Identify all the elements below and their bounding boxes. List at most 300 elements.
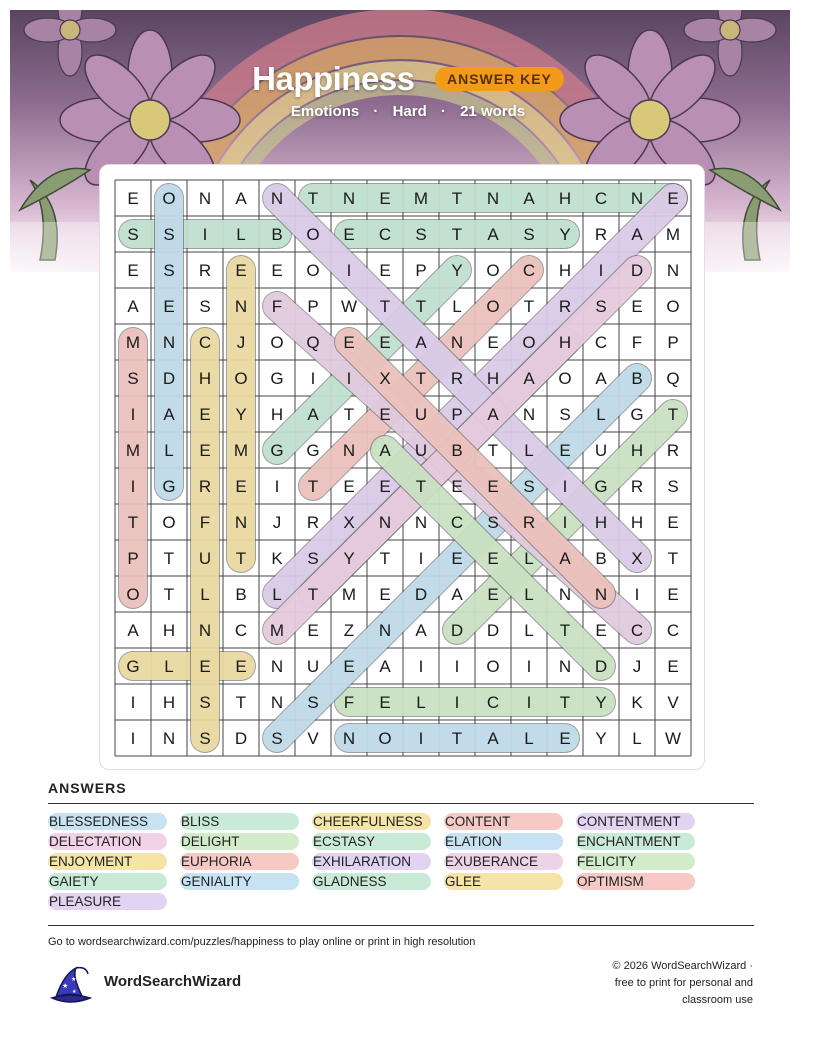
grid-letter: N	[342, 729, 356, 748]
answer-word: EUPHORIA	[180, 853, 299, 870]
puzzle-meta	[0, 103, 816, 120]
answer-word: ENCHANTMENT	[576, 833, 695, 850]
grid-letter: N	[270, 189, 284, 208]
answer-word: GLADNESS	[312, 873, 431, 890]
grid-letter: I	[418, 549, 424, 568]
grid-letter: A	[595, 369, 607, 388]
grid-letter: F	[271, 297, 283, 316]
grid-letter: A	[127, 621, 139, 640]
grid-letter: E	[343, 333, 355, 352]
grid-letter: C	[666, 621, 680, 640]
grid-letter: D	[234, 729, 248, 748]
grid-letter: L	[416, 693, 426, 712]
grid-letter: I	[418, 729, 424, 748]
grid-letter: S	[163, 261, 175, 280]
grid-letter: P	[415, 261, 427, 280]
grid-letter: N	[594, 585, 608, 604]
grid-letter: T	[379, 297, 391, 316]
copyright-line: classroom use	[682, 994, 753, 1006]
word-count-label: 21 words	[460, 103, 526, 120]
grid-letter: O	[162, 513, 176, 532]
grid-letter: C	[378, 225, 392, 244]
grid-letter: I	[454, 657, 460, 676]
grid-letter: I	[634, 585, 640, 604]
grid-letter: G	[162, 477, 176, 496]
grid-letter: R	[522, 513, 536, 532]
grid-letter: T	[415, 297, 427, 316]
grid-letter: I	[130, 693, 136, 712]
grid-letter: A	[487, 729, 499, 748]
grid-letter: S	[127, 369, 139, 388]
grid-letter: E	[163, 297, 175, 316]
grid-letter: N	[162, 729, 176, 748]
grid-letter: E	[343, 477, 355, 496]
grid-letter: P	[667, 333, 679, 352]
grid-letter: I	[526, 693, 532, 712]
grid-letter: A	[235, 189, 247, 208]
grid-letter: G	[594, 477, 608, 496]
grid-letter: E	[379, 693, 391, 712]
grid-letter: E	[127, 261, 139, 280]
grid-letter: D	[594, 657, 608, 676]
footer-link[interactable]: Go to wordsearchwizard.com/puzzles/happiness to play online or print in high resolution	[48, 936, 476, 948]
grid-letter: E	[379, 585, 391, 604]
grid-letter: S	[559, 405, 571, 424]
separator-dot: ·	[373, 103, 379, 120]
grid-letter: M	[665, 225, 681, 244]
grid-letter: S	[667, 477, 679, 496]
grid-letter: C	[630, 621, 644, 640]
difficulty-label: Hard	[392, 103, 427, 120]
grid-letter: R	[198, 477, 212, 496]
grid-letter: K	[271, 549, 283, 568]
grid-letter: N	[630, 189, 644, 208]
grid-letter: T	[307, 585, 319, 604]
grid-letter: E	[487, 585, 499, 604]
grid-letter: Z	[343, 621, 355, 640]
grid-letter: N	[414, 513, 428, 532]
grid-letter: G	[630, 405, 644, 424]
grid-letter: H	[270, 405, 284, 424]
grid-letter: I	[274, 477, 280, 496]
grid-letter: B	[271, 225, 283, 244]
grid-letter: C	[450, 513, 464, 532]
grid-letter: Y	[595, 693, 607, 712]
grid-letter: V	[667, 693, 679, 712]
answer-word: PLEASURE	[48, 893, 167, 910]
grid-letter: T	[379, 549, 391, 568]
grid-letter: N	[342, 189, 356, 208]
grid-letter: E	[487, 333, 499, 352]
grid-letter: E	[379, 477, 391, 496]
grid-letter: A	[487, 225, 499, 244]
grid-letter: E	[379, 261, 391, 280]
grid-letter: U	[414, 441, 428, 460]
grid-letter: T	[307, 189, 319, 208]
grid-letter: H	[558, 333, 572, 352]
grid-letter: E	[199, 441, 211, 460]
grid-letter: C	[594, 189, 608, 208]
grid-letter: O	[306, 261, 320, 280]
grid-letter: X	[379, 369, 391, 388]
grid-letter: E	[667, 189, 679, 208]
grid-letter: K	[631, 693, 643, 712]
grid-letter: E	[127, 189, 139, 208]
grid-letter: B	[631, 369, 643, 388]
grid-letter: O	[486, 261, 500, 280]
grid-letter: C	[234, 621, 248, 640]
grid-letter: L	[164, 657, 174, 676]
grid-letter: S	[523, 477, 535, 496]
grid-letter: U	[594, 441, 608, 460]
grid-letter: L	[524, 585, 534, 604]
puzzle-card	[99, 164, 705, 770]
grid-letter: A	[379, 441, 391, 460]
grid-letter: I	[310, 369, 316, 388]
separator-dot: ·	[440, 103, 446, 120]
grid-letter: M	[125, 441, 141, 460]
svg-text:★: ★	[71, 976, 77, 983]
grid-letter: H	[630, 513, 644, 532]
grid-letter: T	[559, 621, 571, 640]
grid-letter: T	[487, 441, 499, 460]
grid-letter: X	[343, 513, 355, 532]
grid-letter: T	[415, 477, 427, 496]
grid-letter: B	[235, 585, 247, 604]
grid-letter: A	[487, 405, 499, 424]
grid-letter: A	[631, 225, 643, 244]
grid-letter: N	[198, 189, 212, 208]
grid-letter: A	[559, 549, 571, 568]
grid-letter: I	[130, 405, 136, 424]
grid-letter: L	[236, 225, 246, 244]
grid-letter: E	[235, 477, 247, 496]
grid-letter: L	[200, 585, 210, 604]
grid-letter: Q	[666, 369, 680, 388]
grid-letter: N	[234, 297, 248, 316]
grid-letter: L	[632, 729, 642, 748]
grid-letter: J	[632, 657, 642, 676]
answer-word: CHEERFULNESS	[312, 813, 431, 830]
grid-letter: T	[343, 405, 355, 424]
grid-letter: A	[127, 297, 139, 316]
grid-letter: E	[667, 657, 679, 676]
grid-letter: N	[558, 585, 572, 604]
grid-letter: S	[127, 225, 139, 244]
grid-letter: W	[664, 729, 682, 748]
grid-letter: P	[451, 405, 463, 424]
grid-letter: L	[272, 585, 282, 604]
grid-letter: I	[526, 657, 532, 676]
svg-text:★: ★	[62, 982, 69, 990]
grid-letter: F	[199, 513, 211, 532]
grid-letter: T	[235, 549, 247, 568]
answer-word: BLESSEDNESS	[48, 813, 167, 830]
grid-letter: A	[163, 405, 175, 424]
answer-word: CONTENTMENT	[576, 813, 695, 830]
grid-letter: M	[125, 333, 141, 352]
grid-letter: Y	[559, 225, 571, 244]
grid-letter: G	[270, 441, 284, 460]
grid-letter: R	[450, 369, 464, 388]
grid-letter: B	[595, 549, 607, 568]
grid-letter: L	[524, 621, 534, 640]
grid-letter: L	[524, 441, 534, 460]
answer-word: ELATION	[444, 833, 563, 850]
grid-letter: C	[486, 693, 500, 712]
grid-letter: E	[667, 585, 679, 604]
grid-letter: S	[271, 729, 283, 748]
grid-letter: J	[236, 333, 246, 352]
grid-letter: T	[451, 189, 463, 208]
grid-letter: Y	[235, 405, 247, 424]
grid-letter: C	[522, 261, 536, 280]
copyright-notice	[553, 958, 753, 1009]
grid-letter: S	[199, 693, 211, 712]
grid-letter: I	[346, 369, 352, 388]
grid-letter: P	[307, 297, 319, 316]
grid-letter: H	[594, 513, 608, 532]
grid-letter: E	[451, 477, 463, 496]
grid-letter: L	[596, 405, 606, 424]
grid-letter: L	[452, 297, 462, 316]
grid-letter: T	[415, 369, 427, 388]
grid-letter: D	[450, 621, 464, 640]
grid-letter: E	[343, 657, 355, 676]
answers-heading: ANSWERS	[48, 780, 127, 796]
grid-letter: O	[270, 333, 284, 352]
grid-letter: E	[559, 441, 571, 460]
grid-letter: N	[558, 657, 572, 676]
grid-letter: C	[594, 333, 608, 352]
grid-letter: O	[666, 297, 680, 316]
grid-letter: N	[198, 621, 212, 640]
grid-letter: D	[630, 261, 644, 280]
title-row	[0, 60, 816, 98]
grid-letter: E	[667, 513, 679, 532]
grid-letter: I	[598, 261, 604, 280]
grid-letter: E	[487, 549, 499, 568]
grid-letter: S	[595, 297, 607, 316]
grid-letter: E	[379, 189, 391, 208]
answer-word: EXUBERANCE	[444, 853, 563, 870]
wizard-hat-icon	[46, 964, 94, 1006]
brand-name[interactable]: WordSearchWizard	[104, 973, 242, 990]
grid-letter: Y	[595, 729, 607, 748]
grid-letter: P	[127, 549, 139, 568]
grid-letter: Y	[343, 549, 355, 568]
answer-word: OPTIMISM	[576, 873, 695, 890]
grid-letter: T	[163, 549, 175, 568]
grid-letter: C	[198, 333, 212, 352]
grid-letter: N	[522, 405, 536, 424]
grid-letter: I	[454, 693, 460, 712]
grid-letter: T	[235, 693, 247, 712]
grid-letter: M	[341, 585, 357, 604]
grid-letter: S	[307, 549, 319, 568]
grid-letter: F	[631, 333, 643, 352]
footer-divider	[48, 925, 754, 926]
grid-letter: M	[413, 189, 429, 208]
grid-letter: A	[379, 657, 391, 676]
grid-letter: R	[666, 441, 680, 460]
grid-letter: A	[307, 405, 319, 424]
grid-letter: R	[630, 477, 644, 496]
grid-letter: W	[340, 297, 358, 316]
grid-letter: E	[595, 621, 607, 640]
answer-word: GLEE	[444, 873, 563, 890]
grid-letter: E	[235, 657, 247, 676]
grid-letter: R	[306, 513, 320, 532]
grid-letter: E	[271, 261, 283, 280]
grid-letter: B	[451, 441, 463, 460]
answer-word: EXHILARATION	[312, 853, 431, 870]
grid-letter: N	[162, 333, 176, 352]
grid-letter: S	[487, 513, 499, 532]
grid-letter: E	[451, 549, 463, 568]
grid-letter: T	[559, 693, 571, 712]
grid-letter: H	[162, 693, 176, 712]
grid-letter: H	[558, 261, 572, 280]
grid-letter: U	[306, 657, 320, 676]
grid-letter: N	[486, 189, 500, 208]
word-search-grid	[100, 165, 704, 769]
grid-letter: L	[524, 729, 534, 748]
grid-letter: O	[558, 369, 572, 388]
answer-word: CONTENT	[444, 813, 563, 830]
grid-letter: M	[233, 441, 249, 460]
grid-letter: N	[270, 693, 284, 712]
answers-divider	[48, 803, 754, 804]
grid-letter: E	[307, 621, 319, 640]
grid-letter: X	[631, 549, 643, 568]
grid-letter: I	[130, 477, 136, 496]
answer-word: GAIETY	[48, 873, 167, 890]
grid-letter: E	[559, 729, 571, 748]
grid-letter: T	[307, 477, 319, 496]
grid-letter: O	[234, 369, 248, 388]
grid-letter: N	[342, 441, 356, 460]
grid-letter: H	[558, 189, 572, 208]
grid-letter: S	[199, 297, 211, 316]
answer-word: BLISS	[180, 813, 299, 830]
grid-letter: G	[306, 441, 320, 460]
grid-letter: H	[486, 369, 500, 388]
grid-letter: I	[562, 513, 568, 532]
grid-letter: I	[202, 225, 208, 244]
grid-letter: F	[343, 693, 355, 712]
answer-word: ECSTASY	[312, 833, 431, 850]
grid-letter: L	[164, 441, 174, 460]
grid-letter: O	[486, 297, 500, 316]
grid-letter: H	[198, 369, 212, 388]
grid-letter: T	[451, 729, 463, 748]
grid-letter: T	[667, 405, 679, 424]
category-label: Emotions	[290, 103, 360, 120]
page-title: Happiness	[252, 60, 415, 97]
grid-letter: S	[163, 225, 175, 244]
grid-letter: S	[415, 225, 427, 244]
grid-letter: S	[199, 729, 211, 748]
copyright-line: © 2026 WordSearchWizard ·	[612, 960, 753, 972]
grid-letter: I	[346, 261, 352, 280]
grid-letter: S	[523, 225, 535, 244]
grid-letter: U	[198, 549, 212, 568]
answer-word: ENJOYMENT	[48, 853, 167, 870]
grid-letter: N	[378, 513, 392, 532]
grid-letter: A	[523, 189, 535, 208]
grid-letter: E	[199, 657, 211, 676]
svg-text:★: ★	[72, 989, 77, 995]
answer-word: GENIALITY	[180, 873, 299, 890]
grid-letter: S	[307, 693, 319, 712]
grid-letter: T	[163, 585, 175, 604]
grid-letter: N	[270, 657, 284, 676]
copyright-line: free to print for personal and	[614, 977, 753, 989]
grid-letter: T	[451, 225, 463, 244]
grid-letter: A	[415, 621, 427, 640]
answer-word: DELIGHT	[180, 833, 299, 850]
answer-word: DELECTATION	[48, 833, 167, 850]
grid-letter: D	[162, 369, 176, 388]
grid-letter: M	[269, 621, 285, 640]
grid-letter: I	[418, 657, 424, 676]
grid-letter: E	[631, 297, 643, 316]
grid-letter: O	[126, 585, 140, 604]
grid-letter: A	[523, 369, 535, 388]
grid-letter: O	[486, 657, 500, 676]
grid-letter: G	[270, 369, 284, 388]
grid-letter: O	[306, 225, 320, 244]
grid-letter: O	[522, 333, 536, 352]
grid-letter: H	[630, 441, 644, 460]
grid-letter: Q	[306, 333, 320, 352]
grid-letter: U	[414, 405, 428, 424]
grid-letter: R	[198, 261, 212, 280]
grid-letter: N	[378, 621, 392, 640]
grid-letter: G	[126, 657, 140, 676]
grid-letter: D	[414, 585, 428, 604]
grid-letter: I	[562, 477, 568, 496]
grid-letter: O	[162, 189, 176, 208]
grid-letter: E	[235, 261, 247, 280]
grid-letter: R	[594, 225, 608, 244]
grid-letter: N	[450, 333, 464, 352]
grid-letter: O	[378, 729, 392, 748]
answer-word: FELICITY	[576, 853, 695, 870]
grid-letter: A	[451, 585, 463, 604]
grid-letter: E	[199, 405, 211, 424]
grid-letter: T	[523, 297, 535, 316]
grid-letter: T	[127, 513, 139, 532]
grid-letter: D	[486, 621, 500, 640]
grid-letter: H	[162, 621, 176, 640]
grid-letter: Y	[451, 261, 463, 280]
grid-letter: L	[524, 549, 534, 568]
grid-letter: N	[666, 261, 680, 280]
grid-letter: A	[415, 333, 427, 352]
answer-key-badge: ANSWER KEY	[435, 67, 564, 91]
grid-letter: V	[307, 729, 319, 748]
grid-letter: E	[487, 477, 499, 496]
grid-letter: E	[379, 405, 391, 424]
grid-letter: J	[272, 513, 282, 532]
grid-letter: N	[234, 513, 248, 532]
grid-letter: I	[130, 729, 136, 748]
grid-letter: E	[343, 225, 355, 244]
grid-letter: E	[379, 333, 391, 352]
grid-letter: T	[667, 549, 679, 568]
